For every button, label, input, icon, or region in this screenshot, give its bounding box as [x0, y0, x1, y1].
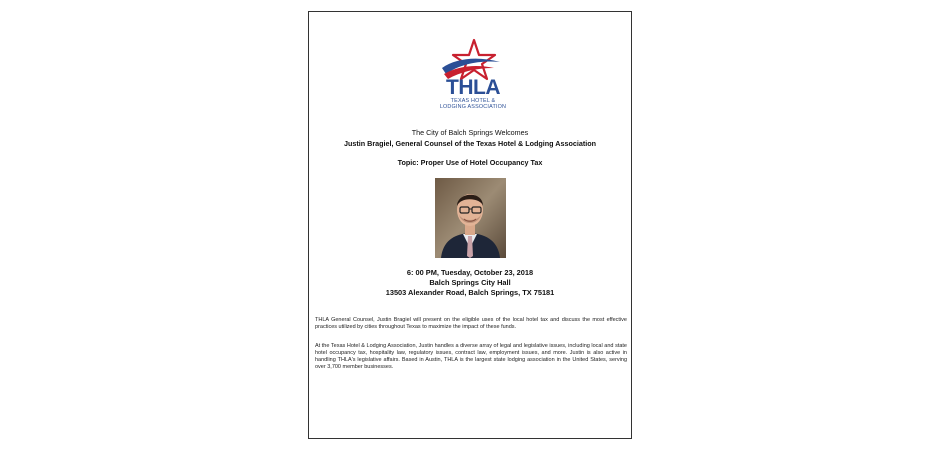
speaker-photo — [435, 178, 506, 258]
logo-wordmark: THLA — [446, 76, 500, 96]
speaker-line: Justin Bragiel, General Counsel of the Texas Hotel & Lodging Association — [344, 139, 596, 148]
event-venue: Balch Springs City Hall — [429, 278, 511, 287]
thla-logo — [434, 38, 512, 110]
logo-tagline — [434, 98, 512, 110]
event-time: 6: 00 PM, Tuesday, October 23, 2018 — [406, 268, 534, 277]
thla-star-logo-icon — [434, 38, 512, 96]
topic-line: Topic: Proper Use of Hotel Occupancy Tax — [397, 158, 543, 167]
welcome-line: The City of Balch Springs Welcomes — [411, 128, 529, 137]
event-address: 13503 Alexander Road, Balch Springs, TX 75181 — [385, 288, 555, 297]
logo-tagline-line2: LODGING ASSOCIATION — [439, 104, 507, 110]
flyer-page — [308, 11, 632, 439]
intro-paragraph: THLA General Counsel, Justin Bragiel will present on the eligible uses of the local hotel tax and discuss the most effective practices utilized by cities throughout Texas to maximize the impact of these funds. — [315, 317, 627, 331]
headshot-photo-icon — [435, 178, 506, 258]
logo-tagline-line1: TEXAS HOTEL & — [450, 98, 496, 104]
bio-paragraph: At the Texas Hotel & Lodging Association, Justin handles a diverse array of legal and legislative issues, including local and state hotel occupancy tax, hospitality law, regulatory issues, contract law, employment issues, and more. Justin is also active in handling THLA's legislative affairs. Based in Austin, THLA is the largest state lodging association in the United States, serving over 3,700 member businesses. — [315, 343, 627, 371]
